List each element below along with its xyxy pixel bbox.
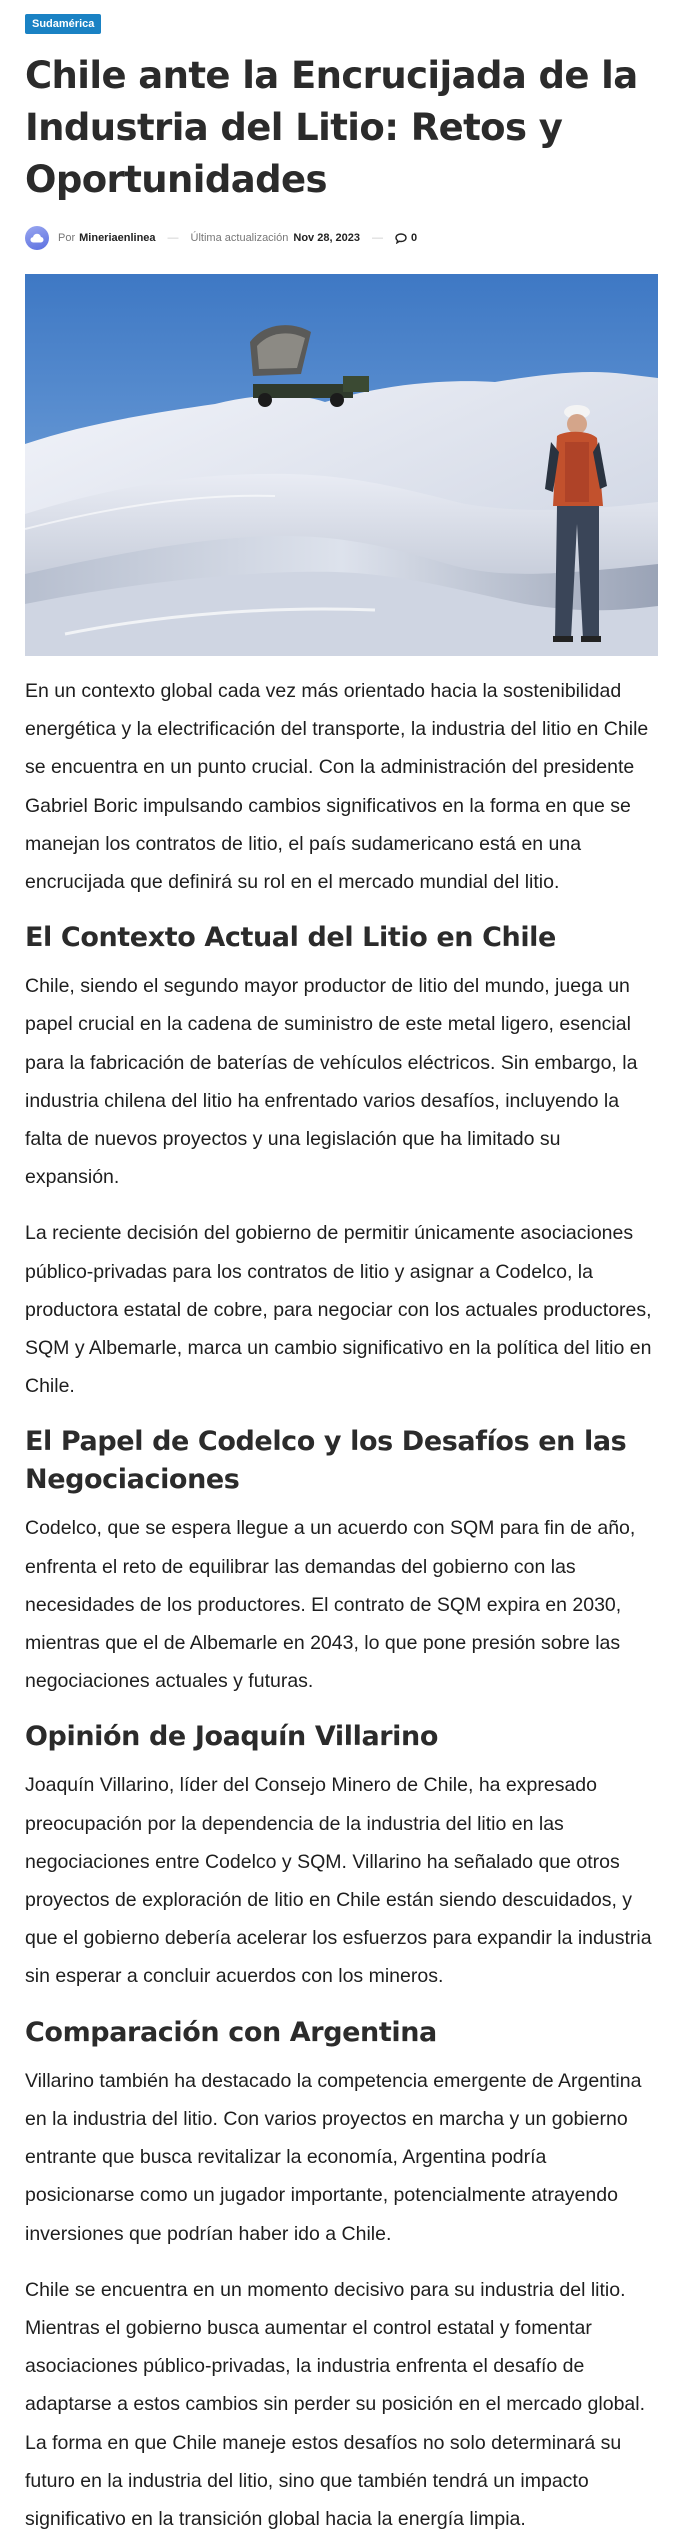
paragraph: En un contexto global cada vez más orientado hacia la sostenibilidad energética y la electrificación del transporte, la industria del litio en Chile se encuentra en un punto crucial. Con la administración del presidente Gabriel Boric impulsando cambios significativos en la forma en que se manejan los contratos de litio, el país sudamericano está en una encrucijada que definirá su rol en el mercado mundial del litio. [25,680,649,894]
comments-count: 0 [411,232,418,244]
article-body [25,672,658,2538]
article-title: Chile ante la Encrucijada de la Industria del Litio: Retos y Oportunidades [25,54,638,201]
paragraph: Villarino también ha destacado la competencia emergente de Argentina en la industria del litio. Con varios proyectos en marcha y un gobierno entrante que busca revitalizar la economía, Argentina podría posicionarse como un jugador importante, potencialmente atrayendo inversiones que podrían haber ido a Chile. [25,2069,642,2245]
section-heading: Comparación con Argentina [25,2016,437,2048]
paragraph: Chile, siendo el segundo mayor productor de litio del mundo, juega un papel crucial en la cadena de suministro de este metal ligero, esencial para la fabricación de baterías de vehículos eléctricos. Sin embargo, la industria chilena del litio ha enfrentado varios desafíos, incluyendo la falta de nuevos proyectos y una legislación que ha limitado su expansión. [25,975,638,1189]
paragraph: Codelco, que se espera llegue a un acuerdo con SQM para fin de año, enfrenta el reto de equilibrar las demandas del gobierno con las necesidades de los productores. El contrato de SQM expira en 2030, mientras que el de Albemarle en 2043, lo que pone presión sobre las negociaciones actuales y futuras. [25,1517,636,1693]
article-meta [25,226,658,250]
meta-separator: — [372,232,384,244]
meta-separator: — [167,232,179,244]
byline-label: Por [58,232,76,244]
updated-date: Nov 28, 2023 [293,232,361,244]
avatar[interactable] [25,226,49,250]
section-heading: El Contexto Actual del Litio en Chile [25,922,556,954]
author-link[interactable]: Mineriaenlinea [79,232,156,244]
section-heading: El Papel de Codelco y los Desafíos en las Negociaciones [25,1426,627,1496]
cloud-icon [30,233,44,243]
section-heading: Opinión de Joaquín Villarino [25,1721,439,1753]
paragraph: Joaquín Villarino, líder del Consejo Minero de Chile, ha expresado preocupación por la dependencia de la industria del litio en las negociaciones entre Codelco y SQM. Villarino ha señalado que otros proyectos de exploración de litio en Chile están siendo descuidados, y que el gobierno debería acelerar los esfuerzos para expandir la industria sin esperar a concluir acuerdos con los mineros. [25,1774,652,1988]
comment-icon [395,233,407,244]
hero-image [25,274,658,656]
comments-link[interactable] [395,232,417,244]
paragraph: Chile se encuentra en un momento decisivo para su industria del litio. Mientras el gobierno busca aumentar el control estatal y fomentar asociaciones público-privadas, la industria enfrenta el desafío de adaptarse a estos cambios sin perder su posición en el mercado global. La forma en que Chile maneje estos desafíos no solo determinará su futuro en la industria del litio, sino que también tendrá un impacto significativo en la transición global hacia la energía limpia. [25,2278,646,2530]
category-badge[interactable]: Sudamérica [25,14,101,34]
updated-label: Última actualización [190,232,289,244]
paragraph: La reciente decisión del gobierno de permitir únicamente asociaciones público-privadas para los contratos de litio y asignar a Codelco, la productora estatal de cobre, para negociar con los actuales productores, SQM y Albemarle, marca un cambio significativo en la política del litio en Chile. [25,1222,652,1398]
